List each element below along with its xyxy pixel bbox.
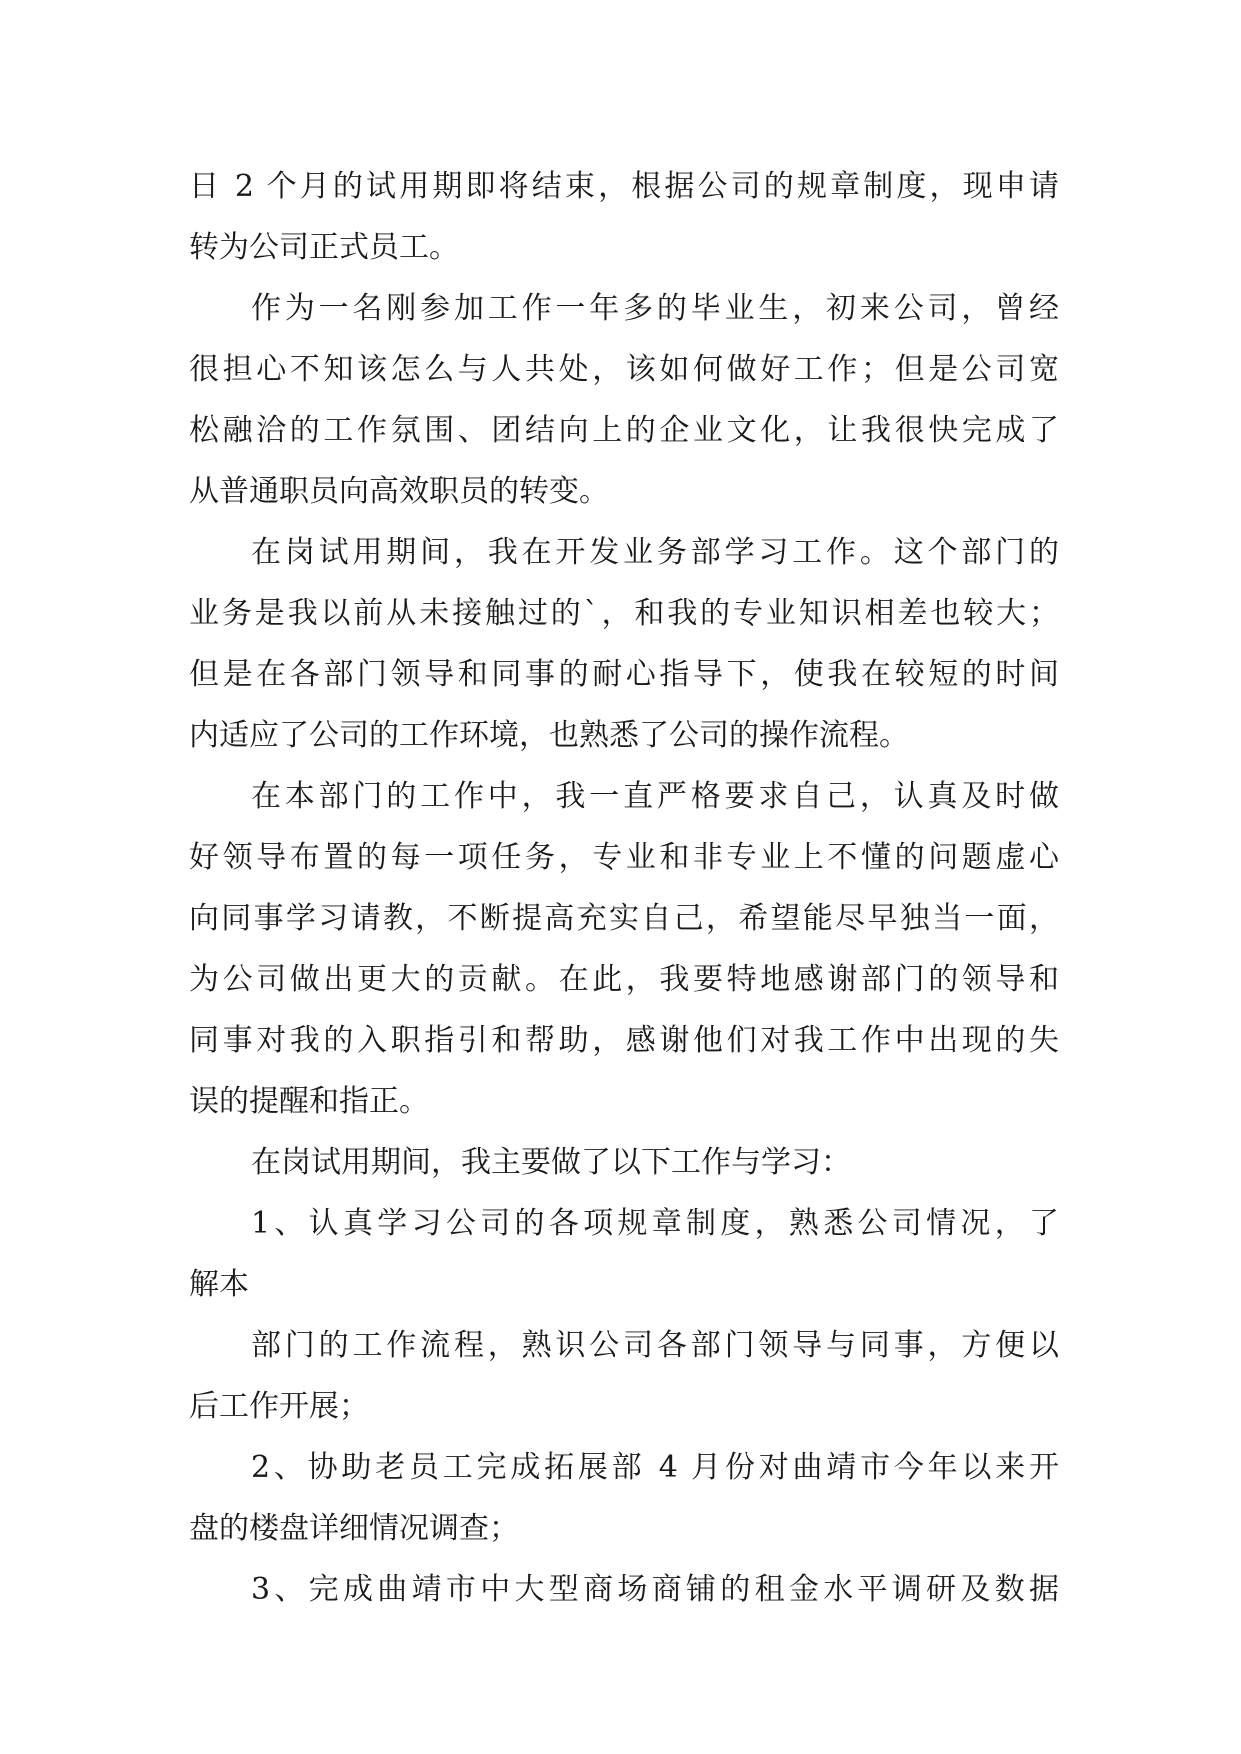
text-line: 好领导布置的每一项任务，专业和非专业上不懂的问题虚心 — [189, 840, 1059, 875]
text-line: 同事对我的入职指引和帮助，感谢他们对我工作中出现的失 — [189, 1023, 1059, 1058]
text-line: 在岗试用期间，我主要做了以下工作与学习： — [251, 1145, 851, 1180]
text-line: 但是在各部门领导和同事的耐心指导下，使我在较短的时间 — [189, 657, 1059, 692]
text-line: 在岗试用期间，我在开发业务部学习工作。这个部门的 — [251, 535, 1059, 570]
text-line: 内适应了公司的工作环境，也熟悉了公司的操作流程。 — [189, 718, 909, 753]
text-line: 1、认真学习公司的各项规章制度，熟悉公司情况，了 — [251, 1206, 1059, 1241]
text-line: 为公司做出更大的贡献。在此，我要特地感谢部门的领导和 — [189, 962, 1059, 997]
text-line: 很担心不知该怎么与人共处，该如何做好工作；但是公司宽 — [189, 352, 1059, 387]
text-line: 后工作开展； — [189, 1389, 369, 1424]
text-line: 部门的工作流程，熟识公司各部门领导与同事，方便以 — [251, 1328, 1059, 1363]
text-line: 日 2 个月的试用期即将结束，根据公司的规章制度，现申请 — [189, 169, 1059, 204]
text-line: 作为一名刚参加工作一年多的毕业生，初来公司，曾经 — [251, 291, 1059, 326]
text-line: 3、完成曲靖市中大型商场商铺的租金水平调研及数据 — [251, 1572, 1059, 1607]
text-line: 误的提醒和指正。 — [189, 1084, 429, 1119]
document-body — [189, 156, 1059, 1620]
text-line: 解本 — [189, 1267, 249, 1302]
text-line: 从普通职员向高效职员的转变。 — [189, 474, 609, 509]
text-line: 2、协助老员工完成拓展部 4 月份对曲靖市今年以来开 — [251, 1450, 1059, 1485]
text-line: 向同事学习请教，不断提高充实自己，希望能尽早独当一面， — [189, 901, 1059, 936]
text-line: 业务是我以前从未接触过的`，和我的专业知识相差也较大； — [189, 596, 1059, 631]
text-line: 在本部门的工作中，我一直严格要求自己，认真及时做 — [251, 779, 1059, 814]
text-line: 盘的楼盘详细情况调查； — [189, 1511, 519, 1546]
text-line: 松融洽的工作氛围、团结向上的企业文化，让我很快完成了 — [189, 413, 1059, 448]
text-line: 转为公司正式员工。 — [189, 230, 459, 265]
